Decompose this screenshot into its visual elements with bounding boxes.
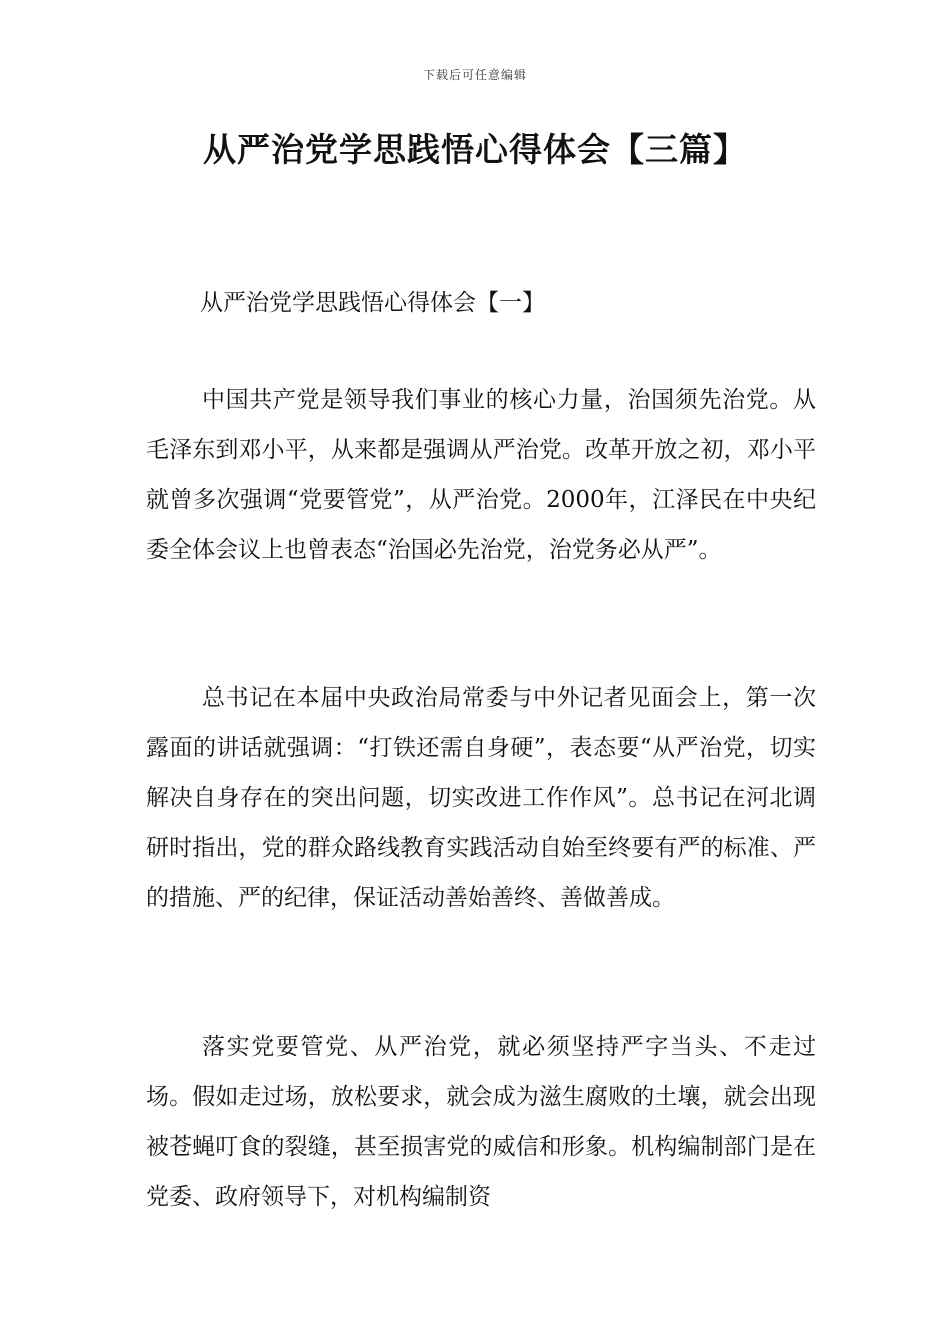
document-title: 从严治党学思践悟心得体会【三篇】 — [203, 130, 747, 169]
paragraph-3: 落实党要管党、从严治党，就必须坚持严字当头、不走过场。假如走过场，放松要求，就会成为滋生腐败的土壤，就会出现被苍蝇叮食的裂缝，甚至损害党的威信和形象。机构编制部门是在党委、政府领导下，对机构编制资 — [146, 1034, 816, 1210]
paragraph-1: 中国共产党是领导我们事业的核心力量，治国须先治党。从毛泽东到邓小平，从来都是强调从严治党。改革开放之初，邓小平就曾多次强调“党要管党”，从严治党。2000年，江泽民在中央纪委全体会议上也曾表态“治国必先治党，治党务必从严”。 — [146, 387, 816, 563]
header-note: 下载后可任意编辑 — [422, 68, 527, 82]
section-heading: 从严治党学思践悟心得体会【一】 — [200, 290, 545, 316]
paragraph-2: 总书记在本届中央政治局常委与中外记者见面会上，第一次露面的讲话就强调：“打铁还需自身硬”，表态要“从严治党，切实解决自身存在的突出问题，切实改进工作作风”。总书记在河北调研时指出，党的群众路线教育实践活动自始至终要有严的标准、严的措施、严的纪律，保证活动善始善终、善做善成。 — [146, 685, 816, 911]
